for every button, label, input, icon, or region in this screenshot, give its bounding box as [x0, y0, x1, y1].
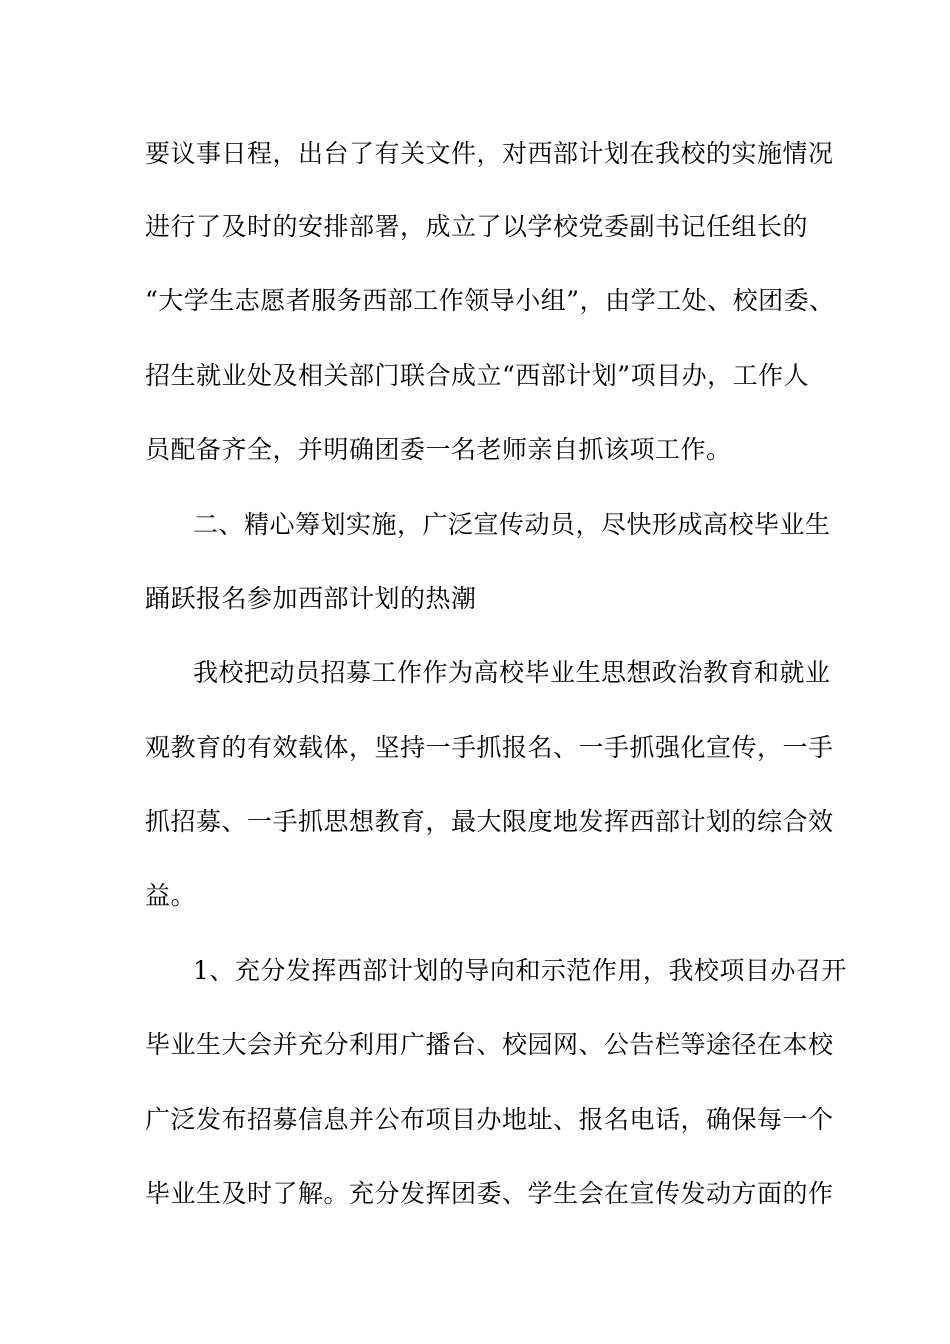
paragraph-line: 员配备齐全，并明确团委一名老师亲自抓该项工作。 — [145, 435, 732, 464]
paragraph-line: 毕业生及时了解。充分发挥团委、学生会在宣传发动方面的作 — [145, 1179, 834, 1208]
paragraph-line: 毕业生大会并充分利用广播台、校园网、公告栏等途径在本校 — [145, 1030, 834, 1059]
paragraph-line: 1、充分发挥西部计划的导向和示范作用，我校项目办召开 — [193, 956, 847, 985]
paragraph-line: 进行了及时的安排部署，成立了以学校党委副书记任组长的 — [145, 212, 809, 241]
section-heading-line: 二、精心筹划实施，广泛宣传动员，尽快形成高校毕业生 — [193, 510, 831, 539]
paragraph-line: 我校把动员招募工作作为高校毕业生思想政治教育和就业 — [193, 658, 831, 687]
section-heading-line: 踊跃报名参加西部计划的热潮 — [145, 584, 477, 613]
paragraph-line: 益。 — [145, 881, 197, 910]
paragraph-line: 广泛发布招募信息并公布项目办地址、报名电话，确保每一个 — [145, 1105, 834, 1134]
paragraph-line: 招生就业处及相关部门联合成立“西部计划”项目办，工作人 — [145, 361, 810, 390]
paragraph-line: 抓招募、一手抓思想教育，最大限度地发挥西部计划的综合效 — [145, 807, 834, 836]
paragraph-line: 观教育的有效载体，坚持一手抓报名、一手抓强化宣传，一手 — [145, 733, 834, 762]
paragraph-line: “大学生志愿者服务西部工作领导小组”，由学工处、校团委、 — [145, 286, 835, 315]
paragraph-line: 要议事日程，出台了有关文件，对西部计划在我校的实施情况 — [145, 139, 834, 168]
